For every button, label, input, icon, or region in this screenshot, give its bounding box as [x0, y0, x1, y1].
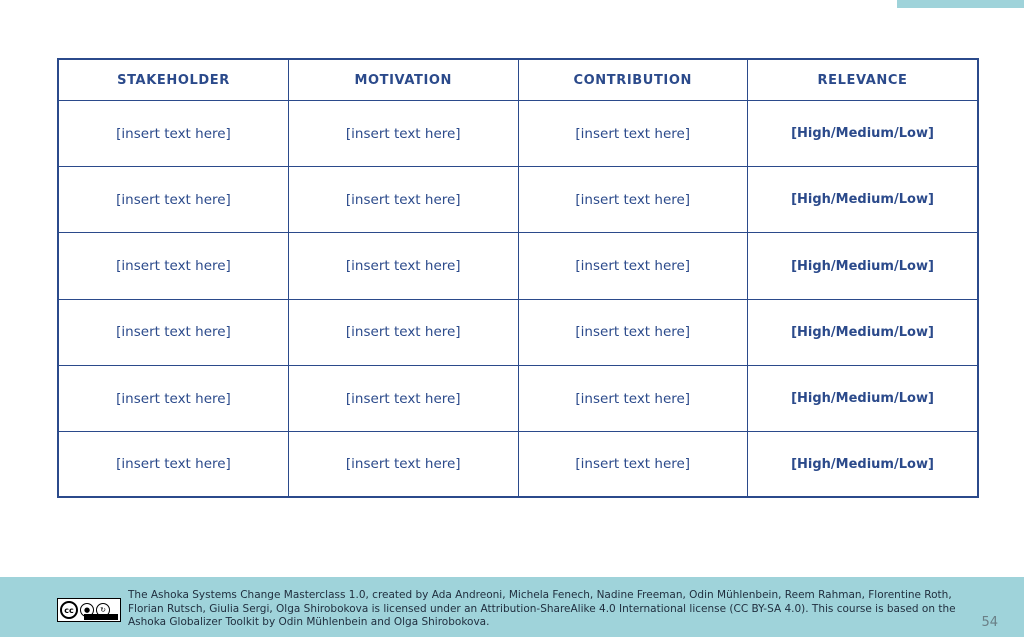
table-row — [59, 233, 977, 299]
stakeholder-table-container — [57, 58, 979, 498]
relevance-cell[interactable]: [High/Medium/Low] — [748, 233, 978, 299]
motivation-cell[interactable]: [insert text here] — [289, 233, 519, 299]
header-stakeholder: STAKEHOLDER — [59, 60, 289, 101]
motivation-cell[interactable]: [insert text here] — [289, 365, 519, 431]
motivation-cell[interactable]: [insert text here] — [289, 432, 519, 496]
stakeholder-table — [59, 60, 977, 496]
top-accent-bar — [897, 0, 1024, 8]
table-row — [59, 432, 977, 496]
motivation-cell[interactable]: [insert text here] — [289, 299, 519, 365]
relevance-cell[interactable]: [High/Medium/Low] — [748, 299, 978, 365]
sa-icon: ↻ — [96, 603, 110, 617]
cc-by-sa-icon — [57, 598, 121, 622]
relevance-cell[interactable]: [High/Medium/Low] — [748, 101, 978, 167]
header-contribution: CONTRIBUTION — [518, 60, 748, 101]
relevance-cell[interactable]: [High/Medium/Low] — [748, 432, 978, 496]
table-row — [59, 365, 977, 431]
header-motivation: MOTIVATION — [289, 60, 519, 101]
stakeholder-cell[interactable]: [insert text here] — [59, 167, 289, 233]
by-icon: ● — [80, 603, 94, 617]
contribution-cell[interactable]: [insert text here] — [518, 167, 748, 233]
motivation-cell[interactable]: [insert text here] — [289, 167, 519, 233]
stakeholder-cell[interactable]: [insert text here] — [59, 101, 289, 167]
contribution-cell[interactable]: [insert text here] — [518, 233, 748, 299]
relevance-cell[interactable]: [High/Medium/Low] — [748, 365, 978, 431]
stakeholder-cell[interactable]: [insert text here] — [59, 299, 289, 365]
stakeholder-cell[interactable]: [insert text here] — [59, 233, 289, 299]
contribution-cell[interactable]: [insert text here] — [518, 432, 748, 496]
stakeholder-cell[interactable]: [insert text here] — [59, 365, 289, 431]
page-number: 54 — [981, 615, 998, 630]
stakeholder-cell[interactable]: [insert text here] — [59, 432, 289, 496]
license-text: The Ashoka Systems Change Masterclass 1.0, created by Ada Andreoni, Michela Fenech, Nadine Freeman, Odin Mühlenbein, Reem Rahman, Florentine Roth, Florian Rutsch, Giulia Sergi, Olga Shirobokova is licensed under an Attribution-ShareAlike 4.0 International license (CC BY-SA 4.0). This course is based on the Ashoka Globalizer Toolkit by Odin Mühlenbein and Olga Shirobokova. — [128, 589, 956, 628]
header-relevance: RELEVANCE — [748, 60, 978, 101]
table-header-row — [59, 60, 977, 101]
cc-label-strip — [84, 614, 118, 620]
cc-icon: cc — [60, 601, 78, 619]
table-row — [59, 167, 977, 233]
relevance-cell[interactable]: [High/Medium/Low] — [748, 167, 978, 233]
table-row — [59, 101, 977, 167]
contribution-cell[interactable]: [insert text here] — [518, 299, 748, 365]
table-row — [59, 299, 977, 365]
contribution-cell[interactable]: [insert text here] — [518, 365, 748, 431]
motivation-cell[interactable]: [insert text here] — [289, 101, 519, 167]
contribution-cell[interactable]: [insert text here] — [518, 101, 748, 167]
